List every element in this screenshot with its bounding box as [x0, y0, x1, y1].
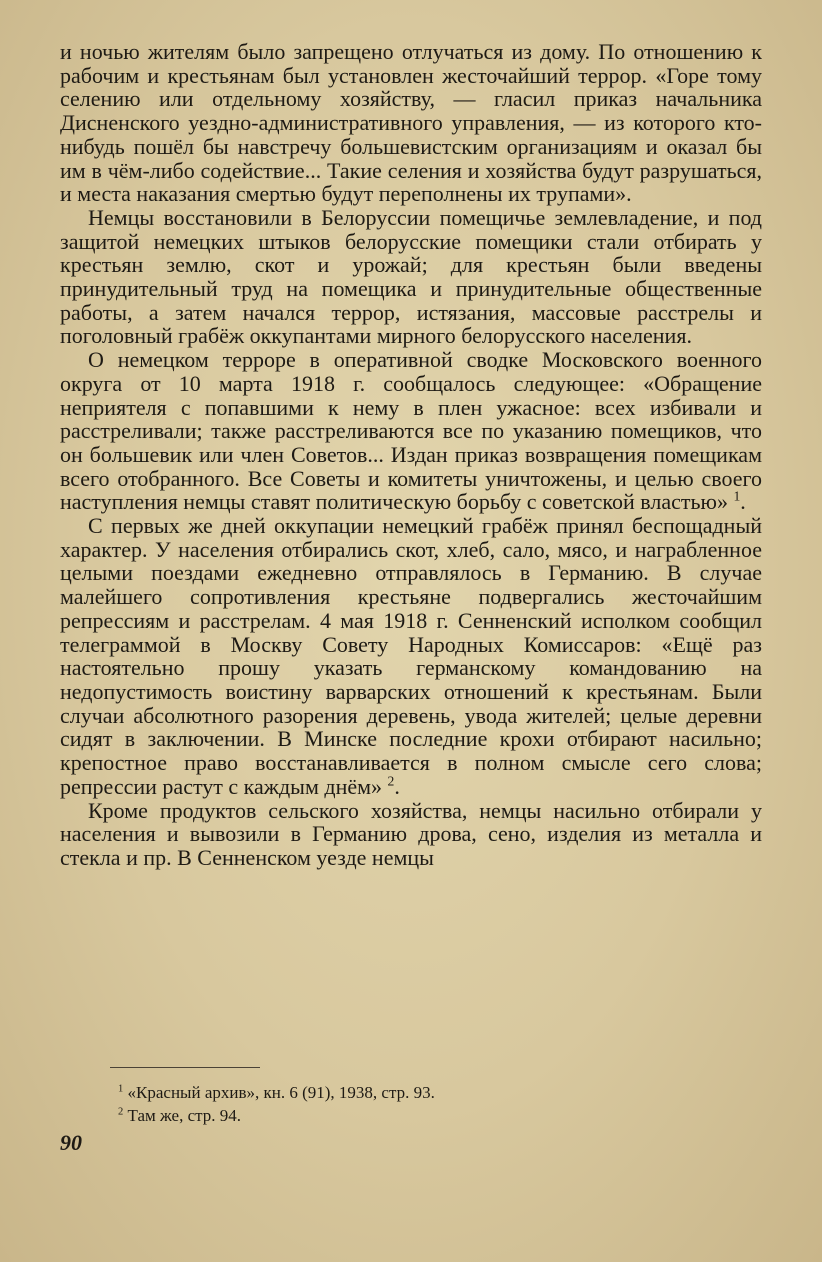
- body-text: [60, 40, 762, 870]
- footnote-1-text: «Красный архив», кн. 6 (91), 1938, стр. 93.: [127, 1083, 435, 1102]
- footnote-1-mark: 1: [118, 1083, 124, 1095]
- paragraph-4: С первых же дней оккупации немецкий грабёж принял беспощадный характер. У населения отбирались скот, хлеб, сало, мясо, и награбленное целыми поездами ежедневно отправлялось в Германию. В случае малейшего сопротивления крестьяне подвергались жесточайшим репрессиям и расстрелам. 4 мая 1918 г. Сенненский исполком сообщил телеграммой в Москву Совету Народных Комиссаров: «Ещё раз настоятельно прошу указать германскому командованию на недопустимость воистину варварских отношений к крестьянам. Были случаи абсолютного разорения деревень, увода жителей; целые деревни сидят в заключении. В Минске последние крохи отбирают насильно; крепостное право восстанавливается в полном смысле сего слова; репрессии растут с каждым днём» $^2$.: [60, 513, 762, 799]
- footnote-divider: [110, 1067, 260, 1068]
- paragraph-1-text: и ночью жителям было запрещено отлучаться из дому. По отношению к рабочим и крестьянам был установлен жесточайший террор. «Горе тому селению или отдельному хозяйству, — гласил приказ начальника Дисненского уездно-административного управления, — из которого кто-нибудь пошёл бы навстречу большевистским организациям и оказал бы им в чём-либо содействие... Такие селения и хозяйства будут разрушаться, и места наказания смертью будут переполнены их трупами».: [60, 39, 762, 207]
- footnote-2: [118, 1104, 738, 1127]
- footnote-2-text: Там же, стр. 94.: [127, 1106, 242, 1125]
- paragraph-2: [60, 206, 762, 348]
- page-number: 90: [60, 1130, 82, 1155]
- footnotes: [118, 1081, 738, 1127]
- paragraph-4-text: С первых же дней оккупации немецкий грабёж принял беспощадный характер. У населения отбирались скот, хлеб, сало, мясо, и награбленное целыми поездами ежедневно отправлялось в Германию. В случае малейшего сопротивления крестьяне подвергались жесточайшим репрессиям и расстрелам. 4 мая 1918 г. Сенненский исполком сообщил телеграммой в Москву Совету Народных Комиссаров: «Ещё раз настоятельно прошу указать германскому командованию на недопустимость воистину варварских отношений к крестьянам. Были случаи абсолютного разорения деревень, увода жителей; целые деревни сидят в заключении. В Минске последние крохи отбирают насильно; крепостное право восстанавливается в полном смысле сего слова; репрессии растут с каждым днём»: [60, 513, 762, 799]
- paragraph-3: О немецком терроре в оперативной сводке Московского военного округа от 10 марта 1918 г. сообщалось следующее: «Обращение неприятеля с попавшими к нему в плен ужасное: всех избивали и расстреливали; также расстреливаются все по указанию помещиков, что он большевик или член Советов... Издан приказ возвращения помещикам всего отобранного. Все Советы и комитеты уничтожены, и целью своего наступления немцы ставят политическую борьбу с советской властью» $^1$.: [60, 347, 762, 515]
- footnote-ref-1: 1: [733, 489, 741, 505]
- paragraph-3-text: О немецком терроре в оперативной сводке Московского военного округа от 10 марта 1918 г. сообщалось следующее: «Обращение неприятеля с попавшими к нему в плен ужасное: всех избивали и расстреливали; также расстреливаются все по указанию помещиков, что он большевик или член Советов... Издан приказ возвращения помещикам всего отобранного. Все Советы и комитеты уничтожены, и целью своего наступления немцы ставят политическую борьбу с советской властью»: [60, 347, 762, 515]
- footnote-1: [118, 1081, 738, 1104]
- footnote-2-mark: 2: [118, 1106, 124, 1118]
- paragraph-2-text: Немцы восстановили в Белоруссии помещичье землевладение, и под защитой немецких штыков белорусские помещики стали отбирать у крестьян землю, скот и урожай; для крестьян были введены принудительный труд на помещика и принудительные общественные работы, а затем начался террор, истязания, массовые расстрелы и поголовный грабёж оккупантами мирного белорусского населения.: [60, 204, 762, 349]
- paragraph-5-text: Кроме продуктов сельского хозяйства, немцы насильно отбирали у населения и вывозили в Германию дрова, сено, изделия из металла и стекла и пр. В Сенненском уезде немцы: [60, 797, 762, 870]
- footnote-ref-2: 2: [387, 773, 395, 789]
- paragraph-1: [60, 40, 762, 206]
- paragraph-5: [60, 799, 762, 870]
